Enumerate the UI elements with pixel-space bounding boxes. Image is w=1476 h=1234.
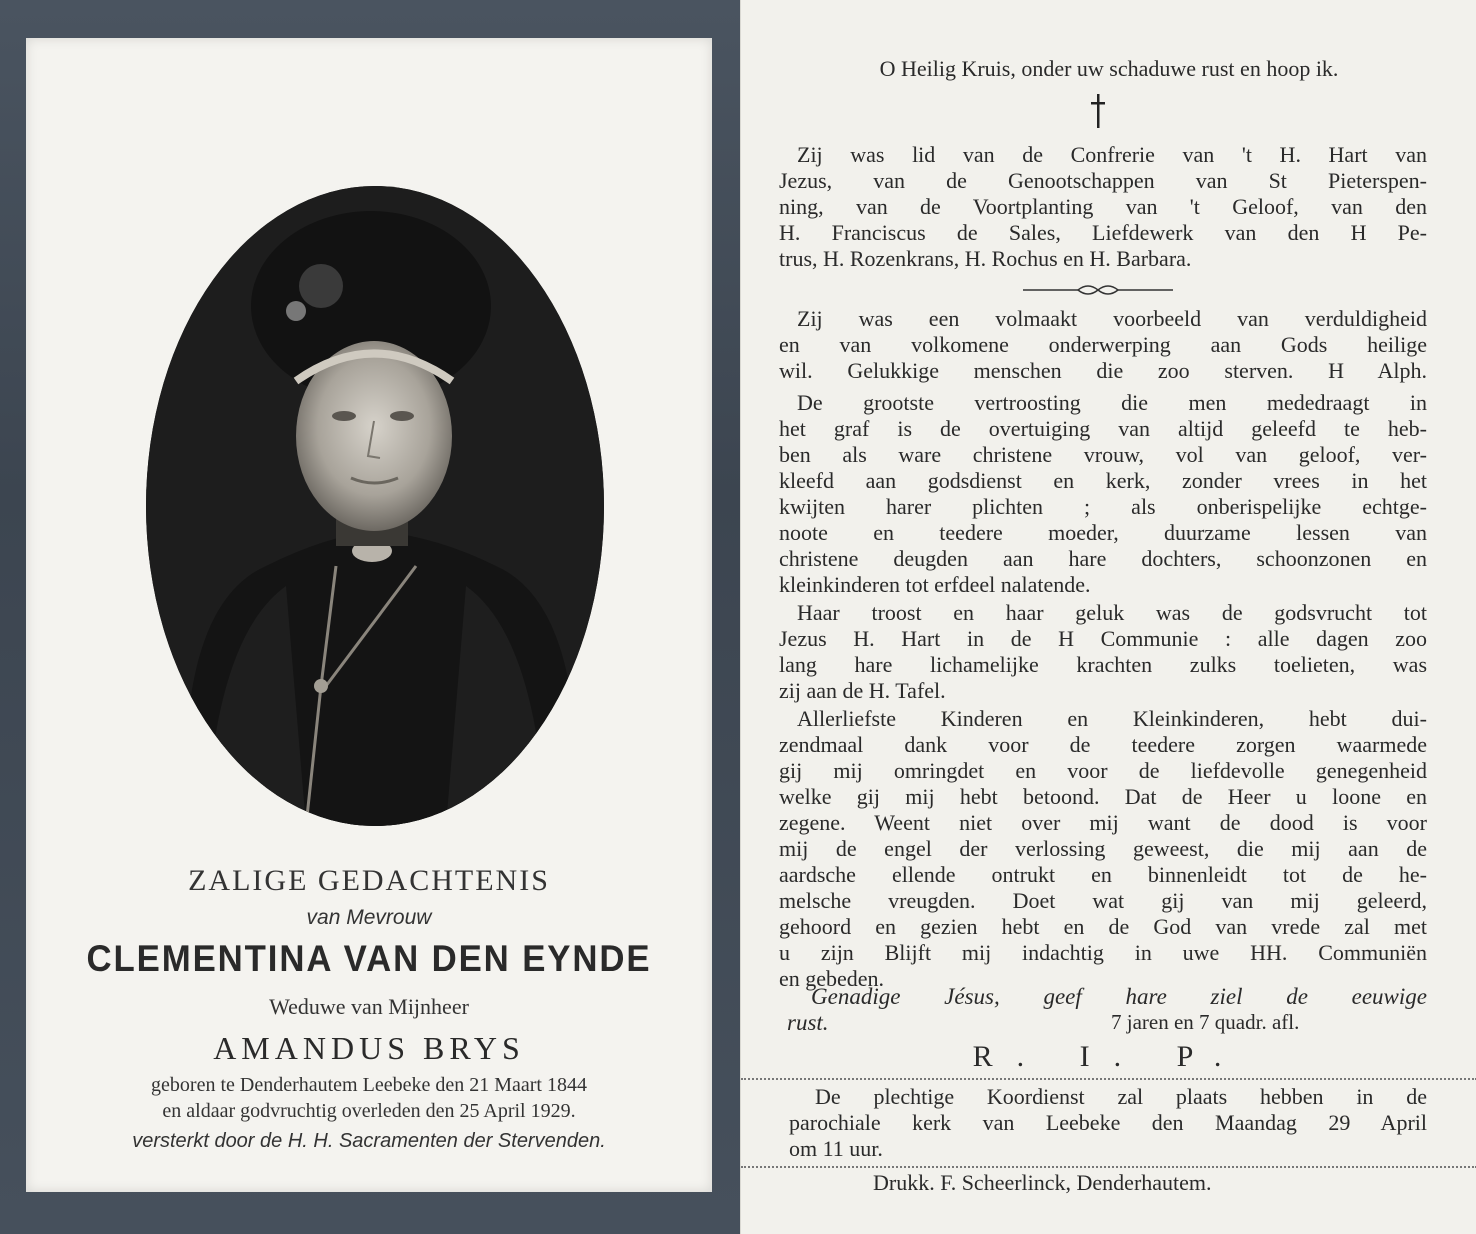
- para5-line: Allerliefste Kinderen en Kleinkinderen, hebt dui-: [797, 706, 1427, 731]
- deceased-name: CLEMENTINA VAN DEN EYNDE: [86, 938, 652, 979]
- memorial-card-back: [740, 0, 1476, 1234]
- para1-line: ning, van de Voortplanting van 't Geloof, van den: [779, 194, 1427, 219]
- para3-line: De grootste vertroosting die men mededraagt in: [797, 390, 1427, 415]
- husband-name: AMANDUS BRYS: [213, 1030, 525, 1066]
- card-front-paper: [26, 38, 712, 1192]
- service-line: parochiale kerk van Leebeke den Maandag 29 April: [789, 1110, 1427, 1135]
- sacraments-line: versterkt door de H. H. Sacramenten der Stervenden.: [132, 1130, 606, 1152]
- invocation-line: Genadige Jésus, geef hare ziel de eeuwige: [811, 984, 1427, 1009]
- para5-line: en gebeden.: [779, 966, 885, 991]
- para1-line: H. Franciscus de Sales, Liefdewerk van den H Pe-: [779, 220, 1427, 245]
- para5-line: u zijn Blijft mij indachtig in uwe HH. Communiën: [779, 940, 1427, 965]
- indulgence-note: 7 jaren en 7 quadr. afl.: [1111, 1010, 1300, 1034]
- para3-line: ben als ware christene vrouw, vol van geloof, ver-: [779, 442, 1427, 467]
- death-line: en aldaar godvruchtig overleden den 25 April 1929.: [162, 1100, 576, 1122]
- para4-line: zij aan de H. Tafel.: [779, 678, 946, 703]
- para2-line: wil. Gelukkige menschen die zoo sterven. H Alph.: [779, 358, 1427, 383]
- invocation-rust: rust.: [787, 1010, 829, 1035]
- service-line: om 11 uur.: [789, 1136, 883, 1161]
- portrait-photo: [146, 186, 604, 826]
- para4-line: Haar troost en haar geluk was de godsvrucht tot: [797, 600, 1427, 625]
- para5-line: gij mij omringdet en voor de liefdevolle genegenheid: [779, 758, 1427, 783]
- cross-icon: [1090, 94, 1106, 128]
- motto: O Heilig Kruis, onder uw schaduwe rust en hoop ik.: [879, 56, 1339, 81]
- para3-line: kleefd aan godsdienst en kerk, zonder vrees in het: [779, 468, 1427, 493]
- para1-line: Jezus, van de Genootschappen van St Pieterspen-: [779, 168, 1427, 193]
- para1-line: Zij was lid van de Confrerie van 't H. Hart van: [797, 142, 1427, 167]
- para5-line: mij de engel der verlossing geweest, die mij aan de: [779, 836, 1427, 861]
- para4-line: lang hare lichamelijke krachten zulks toelieten, was: [779, 652, 1427, 677]
- para4-line: Jezus H. Hart in de H Communie : alle dagen zoo: [779, 626, 1427, 651]
- para3-line: het graf is de overtuiging van altijd geleefd te heb-: [779, 416, 1427, 441]
- para2-line: en van volkomene onderwerping aan Gods heilige: [779, 332, 1427, 357]
- rip: R. I. P.: [972, 1040, 1246, 1073]
- para5-line: zendmaal dank voor de teedere zorgen waarmede: [779, 732, 1427, 757]
- para3-line: christene deugden aan hare dochters, schoonzonen en: [779, 546, 1427, 571]
- service-line: De plechtige Koordienst zal plaats hebben in de: [815, 1084, 1427, 1109]
- portrait-woman-image: [146, 186, 604, 826]
- divider-rule: [741, 1166, 1476, 1168]
- para5-line: melsche vreugden. Doet wat gij van mij geleerd,: [779, 888, 1427, 913]
- para1-line: trus, H. Rozenkrans, H. Rochus en H. Barbara.: [779, 246, 1192, 271]
- para5-line: aardsche ellende ontrukt en binnenleidt tot de he-: [779, 862, 1427, 887]
- para3-line: noote en teedere moeder, duurzame lessen van: [779, 520, 1427, 545]
- van-mevrouw-label: van Mevrouw: [306, 906, 432, 929]
- widow-of-label: Weduwe van Mijnheer: [269, 994, 469, 1019]
- memorial-heading: ZALIGE GEDACHTENIS: [188, 864, 550, 897]
- ornament-divider-icon: [1023, 280, 1173, 300]
- para3-line: kwijten harer plichten ; als onberispelijke echtge-: [779, 494, 1427, 519]
- para3-line: kleinkinderen tot erfdeel nalatende.: [779, 572, 1091, 597]
- para5-line: gehoord en gezien hebt en de God van vrede zal met: [779, 914, 1427, 939]
- divider-rule: [741, 1078, 1476, 1080]
- para5-line: welke gij mij hebt betoond. Dat de Heer u loone en: [779, 784, 1427, 809]
- para2-line: Zij was een volmaakt voorbeeld van verduldigheid: [797, 306, 1427, 331]
- birth-line: geboren te Denderhautem Leebeke den 21 Maart 1844: [151, 1074, 587, 1096]
- para5-line: zegene. Weent niet over mij want de dood is voor: [779, 810, 1427, 835]
- printer-credit: Drukk. F. Scheerlinck, Denderhautem.: [873, 1170, 1212, 1195]
